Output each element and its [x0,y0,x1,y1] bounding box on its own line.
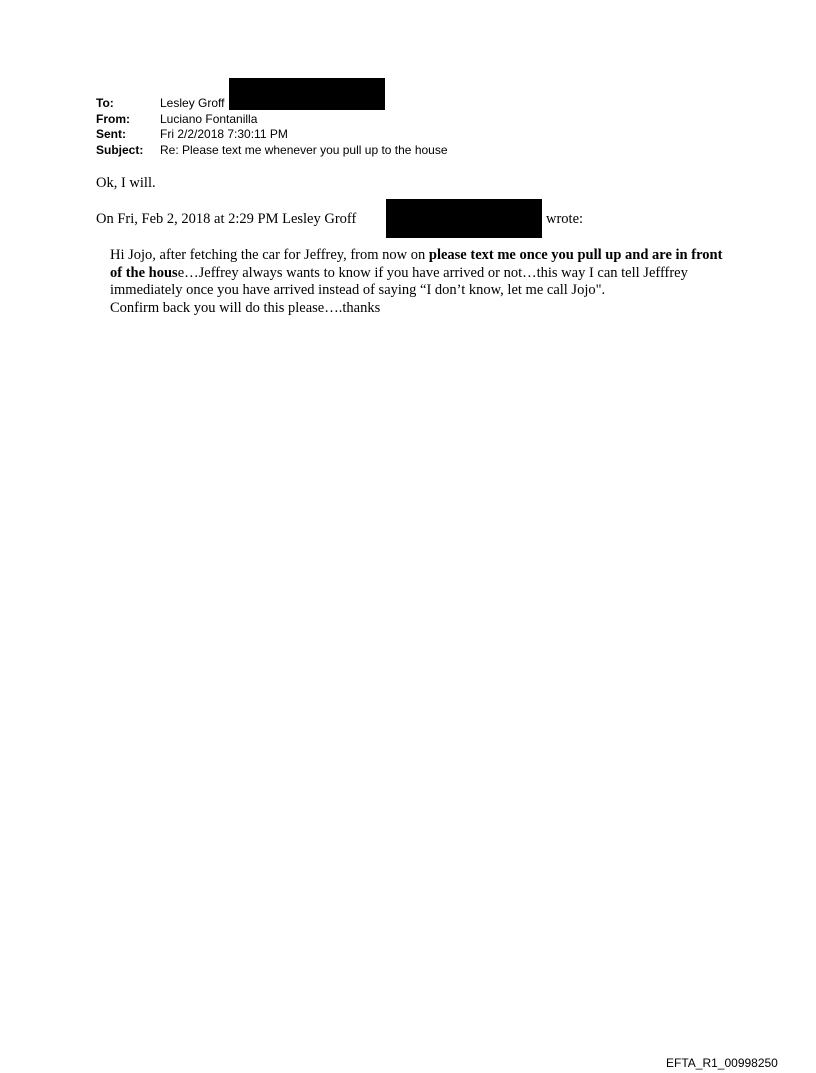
to-label: To: [96,96,114,110]
bates-number: EFTA_R1_00998250 [666,1056,778,1070]
sent-label: Sent: [96,127,126,141]
sent-value: Fri 2/2/2018 7:30:11 PM [160,127,288,141]
from-value: Luciano Fontanilla [160,111,258,126]
from-label: From: [96,111,130,126]
from-row [96,112,448,128]
quoted-text-rest: e…Jeffrey always wants to know if you have arrived or not…this way I can tell Jefffrey immediately once you have arrived instead of saying “I don’t know, let me call Jojo". [110,264,688,298]
redaction-box-attribution [386,199,542,238]
subject-label: Subject: [96,142,144,157]
quoted-message [110,247,726,317]
sent-row [96,127,448,143]
redaction-box-to [229,78,385,110]
quoted-paragraph [110,247,726,300]
reply-text: Ok, I will. [96,175,156,191]
subject-value: Re: Please text me whenever you pull up to the house [160,142,448,157]
quoted-confirm-line: Confirm back you will do this please….thanks [110,299,381,316]
quote-attribution-wrote: wrote: [546,211,584,227]
quote-attribution: On Fri, Feb 2, 2018 at 2:29 PM Lesley Groff [96,211,357,227]
to-value: Lesley Groff [160,96,225,110]
subject-row [96,143,448,159]
quoted-text-start: Hi Jojo, after fetching the car for Jeffrey, from now on [110,247,429,263]
quoted-bold-request: please text me once you pull up and are in front of the hous [110,247,723,281]
